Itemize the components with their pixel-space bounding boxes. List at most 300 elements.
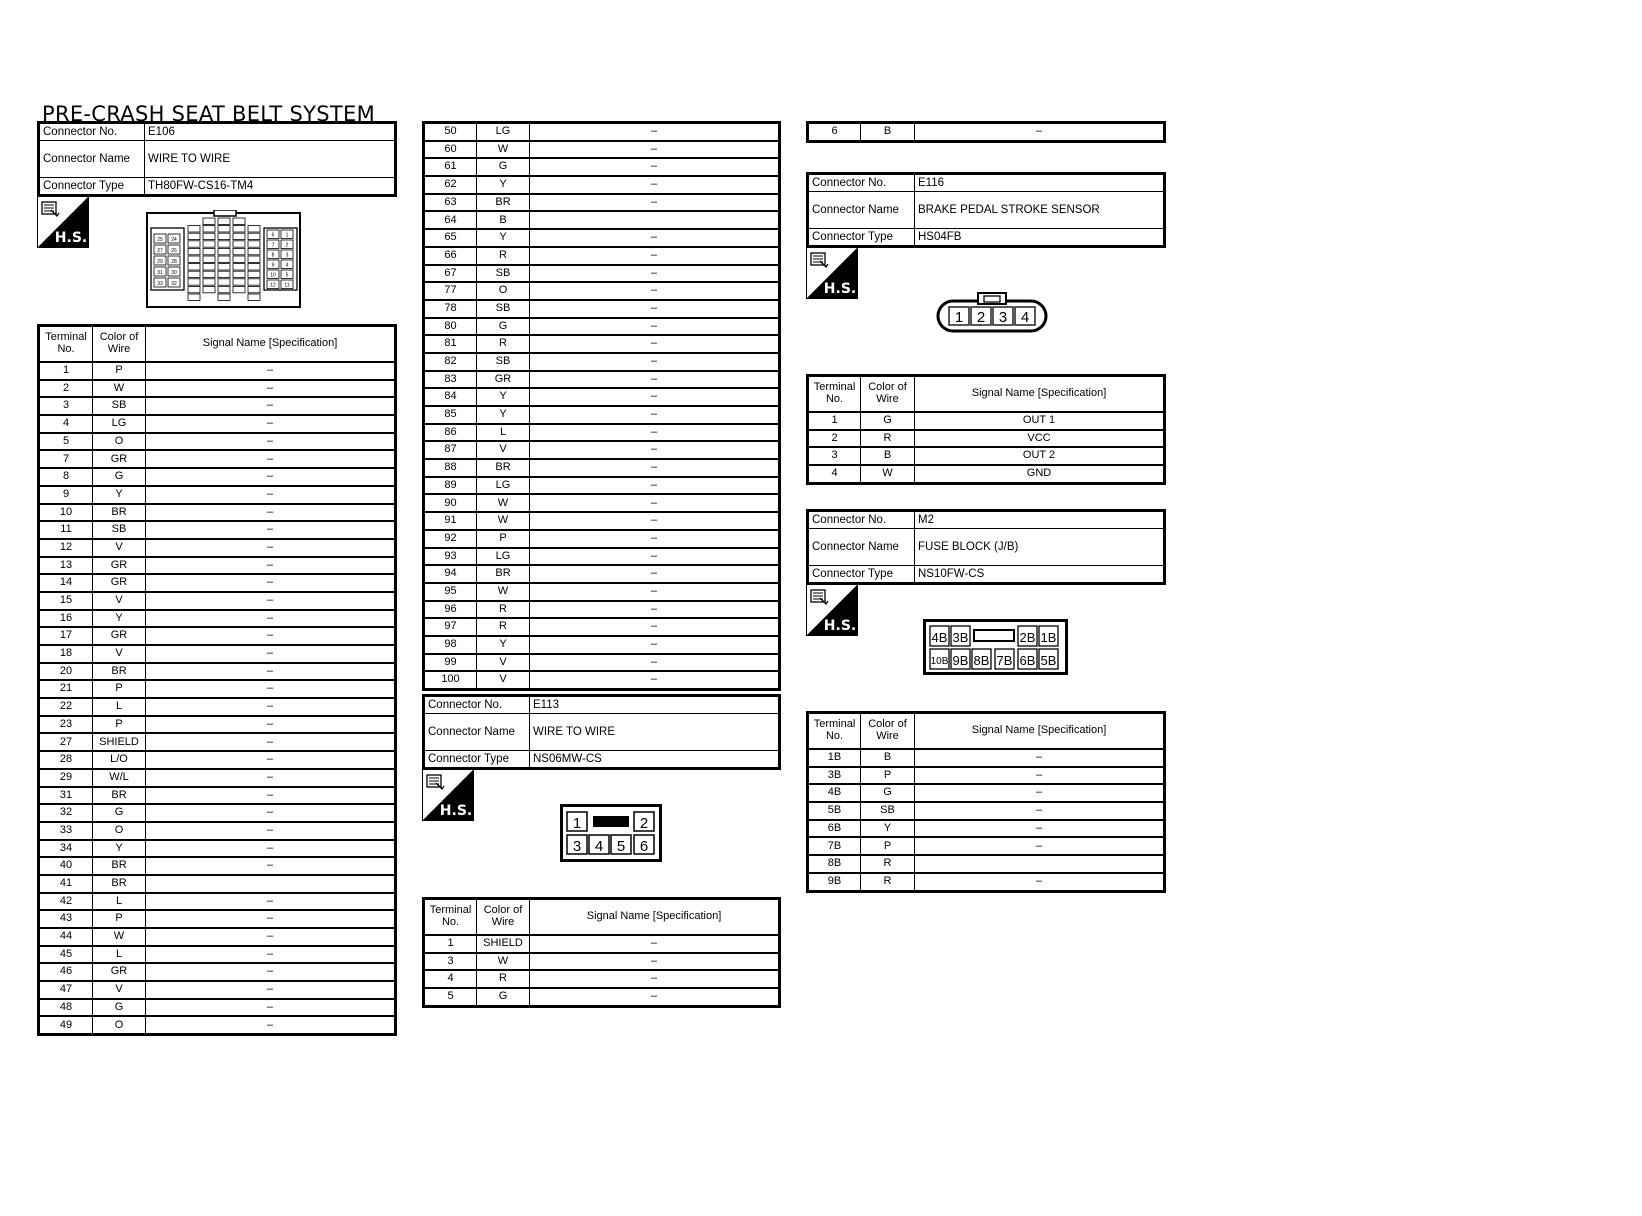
connector-no-value: M2 [915, 511, 1165, 529]
signal-name-cell: – [915, 820, 1165, 838]
wire-color-cell: P [93, 716, 146, 734]
signal-name-cell: – [530, 935, 780, 953]
connector-type-value: NS10FW-CS [915, 566, 1165, 584]
terminal-no-cell: 31 [39, 787, 93, 805]
terminal-no-cell: 16 [39, 610, 93, 628]
terminal-no-cell: 4 [39, 415, 93, 433]
wire-color-cell: V [93, 981, 146, 999]
connector-e113-terminal-table [422, 897, 781, 1008]
terminal-no-cell: 8 [39, 468, 93, 486]
cavity-label: 33 [157, 281, 163, 287]
table-row [808, 855, 1165, 873]
wire-color-cell: GR [93, 450, 146, 468]
label-connector-type: Connector Type [808, 229, 915, 247]
cavity-label: 32 [171, 281, 177, 287]
signal-name-cell: – [146, 981, 396, 999]
wire-color-cell: SB [477, 300, 530, 318]
table-row [424, 247, 780, 265]
signal-name-cell: – [530, 318, 780, 336]
wire-color-cell: G [93, 804, 146, 822]
signal-name-cell: – [530, 176, 780, 194]
signal-name-cell: – [530, 530, 780, 548]
wire-color-cell: SB [477, 353, 530, 371]
wire-color-cell: LG [477, 123, 530, 141]
table-row [808, 784, 1165, 802]
signal-name-cell: – [915, 784, 1165, 802]
header-signal-name: Signal Name [Specification] [915, 713, 1165, 750]
header-terminal-no: Terminal No. [808, 713, 861, 750]
connector-m2-info [806, 509, 1166, 585]
terminal-no-cell: 27 [39, 733, 93, 751]
terminal-no-cell: 2 [39, 380, 93, 398]
wire-color-cell: Y [477, 636, 530, 654]
signal-name-cell: – [146, 910, 396, 928]
table-row [424, 935, 780, 953]
wire-color-cell: L [93, 893, 146, 911]
signal-name-cell: – [146, 769, 396, 787]
pin-label: 5 [616, 838, 626, 855]
wire-color-cell: SB [93, 397, 146, 415]
signal-name-cell: – [530, 300, 780, 318]
table-row [39, 981, 396, 999]
table-row [424, 158, 780, 176]
terminal-no-cell: 63 [424, 194, 477, 212]
cavity-label: 28 [171, 259, 177, 265]
label-connector-no: Connector No. [424, 696, 530, 714]
wire-color-cell: Y [93, 486, 146, 504]
table-row [39, 910, 396, 928]
terminal-no-cell: 46 [39, 963, 93, 981]
table-row [39, 857, 396, 875]
label-connector-name: Connector Name [39, 141, 145, 178]
terminal-no-cell: 6B [808, 820, 861, 838]
signal-name-cell: – [530, 512, 780, 530]
terminal-no-cell: 3 [39, 397, 93, 415]
wire-color-cell: L/O [93, 751, 146, 769]
pin-label: 2 [639, 815, 649, 832]
terminal-no-cell: 85 [424, 406, 477, 424]
signal-name-cell: – [530, 247, 780, 265]
wire-color-cell: R [861, 873, 915, 891]
label-connector-no: Connector No. [808, 174, 915, 192]
wire-color-cell: LG [477, 548, 530, 566]
signal-name-cell: – [530, 988, 780, 1006]
signal-name-cell: – [146, 433, 396, 451]
connector-name-value: WIRE TO WIRE [145, 141, 396, 178]
signal-name-cell: OUT 2 [915, 447, 1165, 465]
terminal-no-cell: 21 [39, 680, 93, 698]
cavity-label: 24 [171, 237, 177, 243]
table-row [808, 412, 1165, 430]
wire-color-cell: W [477, 953, 530, 971]
signal-name-cell: – [915, 837, 1165, 855]
table-row [424, 565, 780, 583]
label-connector-no: Connector No. [808, 511, 915, 529]
signal-name-cell: – [530, 548, 780, 566]
header-signal-name: Signal Name [Specification] [530, 899, 780, 936]
table-row [39, 486, 396, 504]
wire-color-cell: W [477, 512, 530, 530]
terminal-no-cell: 23 [39, 716, 93, 734]
pin-label: 4B [931, 630, 948, 645]
wire-color-cell: R [477, 601, 530, 619]
terminal-no-cell: 94 [424, 565, 477, 583]
signal-name-cell: – [146, 751, 396, 769]
table-row [424, 654, 780, 672]
table-row [39, 592, 396, 610]
wire-color-cell: V [93, 592, 146, 610]
signal-name-cell: – [146, 557, 396, 575]
table-row [424, 318, 780, 336]
cavity-label: 11 [284, 282, 290, 289]
signal-name-cell: – [146, 804, 396, 822]
signal-name-cell [915, 855, 1165, 873]
terminal-no-cell: 10 [39, 504, 93, 522]
signal-name-cell: – [915, 749, 1165, 767]
label-connector-type: Connector Type [808, 566, 915, 584]
terminal-no-cell: 47 [39, 981, 93, 999]
signal-name-cell: – [530, 282, 780, 300]
wire-color-cell: BR [93, 787, 146, 805]
signal-name-cell: – [530, 671, 780, 689]
wire-color-cell: L [93, 698, 146, 716]
wire-color-cell: G [477, 988, 530, 1006]
signal-name-cell: – [530, 953, 780, 971]
cavity-label: 1 [285, 232, 289, 239]
harness-side-icon [37, 196, 89, 248]
cavity-label: 10 [270, 272, 276, 279]
wire-color-cell: P [861, 837, 915, 855]
wire-color-cell: B [477, 211, 530, 229]
wire-color-cell: SHIELD [93, 733, 146, 751]
table-row [424, 953, 780, 971]
cavity-label: 3 [285, 252, 289, 259]
table-row [39, 716, 396, 734]
signal-name-cell: – [146, 822, 396, 840]
wire-color-cell: L [477, 424, 530, 442]
table-row [808, 820, 1165, 838]
signal-name-cell: – [146, 610, 396, 628]
signal-name-cell: – [530, 583, 780, 601]
terminal-no-cell: 87 [424, 441, 477, 459]
signal-name-cell: – [146, 893, 396, 911]
table-row [424, 424, 780, 442]
connector-no-value: E116 [915, 174, 1165, 192]
table-row [39, 539, 396, 557]
wire-color-cell: GR [93, 557, 146, 575]
signal-name-cell [146, 875, 396, 893]
signal-name-cell: – [530, 654, 780, 672]
table-row [39, 380, 396, 398]
connector-name-value: BRAKE PEDAL STROKE SENSOR [915, 192, 1165, 229]
cavity-label: 29 [157, 259, 163, 265]
pin-label: 1B [1040, 630, 1057, 645]
connector-e113-info [422, 694, 781, 770]
table-row [39, 840, 396, 858]
terminal-no-cell: 4 [808, 465, 861, 483]
connector-e106-face-diagram [146, 210, 302, 315]
wire-color-cell: V [477, 671, 530, 689]
pin-label: 10B [930, 656, 949, 667]
table-row [424, 618, 780, 636]
signal-name-cell: – [530, 388, 780, 406]
header-terminal-no: Terminal No. [39, 326, 93, 363]
connector-name-value: FUSE BLOCK (J/B) [915, 529, 1165, 566]
wire-color-cell: Y [93, 610, 146, 628]
wire-color-cell: G [477, 318, 530, 336]
table-row [39, 804, 396, 822]
terminal-no-cell: 18 [39, 645, 93, 663]
terminal-no-cell: 84 [424, 388, 477, 406]
harness-side-icon [806, 584, 858, 636]
terminal-no-cell: 80 [424, 318, 477, 336]
table-row [808, 465, 1165, 483]
table-row [808, 749, 1165, 767]
terminal-no-cell: 43 [39, 910, 93, 928]
table-row [424, 211, 780, 229]
table-row [424, 141, 780, 159]
connector-e113-face-diagram [560, 804, 662, 867]
header-color-of-wire: Color of Wire [861, 713, 915, 750]
terminal-no-cell: 5 [424, 988, 477, 1006]
wire-color-cell: SB [93, 521, 146, 539]
cavity-label: 2 [285, 242, 289, 249]
table-row [424, 229, 780, 247]
terminal-no-cell: 90 [424, 494, 477, 512]
terminal-no-cell: 8B [808, 855, 861, 873]
signal-name-cell: – [530, 477, 780, 495]
wire-color-cell: BR [477, 565, 530, 583]
wire-color-cell: Y [477, 176, 530, 194]
wire-color-cell: R [477, 970, 530, 988]
label-connector-name: Connector Name [424, 714, 530, 751]
signal-name-cell: – [530, 353, 780, 371]
wire-color-cell: BR [477, 459, 530, 477]
label-connector-type: Connector Type [39, 178, 145, 196]
pin-label: 3B [952, 630, 969, 645]
table-row [424, 335, 780, 353]
wire-color-cell: G [477, 158, 530, 176]
table-row [39, 450, 396, 468]
table-row [39, 751, 396, 769]
header-terminal-no: Terminal No. [424, 899, 477, 936]
terminal-no-cell: 82 [424, 353, 477, 371]
table-row [39, 946, 396, 964]
header-signal-name: Signal Name [Specification] [915, 376, 1165, 413]
terminal-no-cell: 4 [424, 970, 477, 988]
cavity-label: 9 [271, 262, 275, 269]
signal-name-cell: – [146, 504, 396, 522]
table-row [424, 988, 780, 1006]
signal-name-cell: – [146, 1016, 396, 1034]
table-row [424, 530, 780, 548]
wire-color-cell: P [93, 910, 146, 928]
wire-color-cell: R [477, 335, 530, 353]
table-row [39, 787, 396, 805]
wire-color-cell: G [93, 999, 146, 1017]
signal-name-cell: – [530, 459, 780, 477]
pin-label: 7B [996, 653, 1013, 668]
table-row [39, 999, 396, 1017]
table-row [424, 371, 780, 389]
wire-color-cell: V [93, 539, 146, 557]
hs-label: H.S. [823, 281, 857, 297]
terminal-no-cell: 28 [39, 751, 93, 769]
signal-name-cell: – [146, 592, 396, 610]
terminal-no-cell: 49 [39, 1016, 93, 1034]
signal-name-cell: – [530, 565, 780, 583]
pin-label: 3 [572, 838, 582, 855]
signal-name-cell [530, 211, 780, 229]
signal-name-cell: – [146, 999, 396, 1017]
table-row [39, 928, 396, 946]
connector-type-value: HS04FB [915, 229, 1165, 247]
table-row [39, 822, 396, 840]
terminal-no-cell: 22 [39, 698, 93, 716]
label-connector-name: Connector Name [808, 192, 915, 229]
wire-color-cell: W [477, 494, 530, 512]
wire-color-cell: W [477, 583, 530, 601]
table-row [424, 548, 780, 566]
signal-name-cell: – [530, 970, 780, 988]
terminal-no-cell: 44 [39, 928, 93, 946]
hs-label: H.S. [439, 803, 473, 819]
terminal-no-cell: 77 [424, 282, 477, 300]
terminal-no-cell: 1 [39, 362, 93, 380]
terminal-no-cell: 7 [39, 450, 93, 468]
table-row [39, 610, 396, 628]
hs-label: H.S. [823, 618, 857, 634]
connector-no-value: E106 [145, 123, 396, 141]
wire-color-cell: V [93, 645, 146, 663]
terminal-no-cell: 4B [808, 784, 861, 802]
header-terminal-no: Terminal No. [808, 376, 861, 413]
connector-e116-info [806, 172, 1166, 248]
pin-label: 1 [572, 815, 582, 832]
wire-color-cell: G [861, 784, 915, 802]
label-connector-type: Connector Type [424, 751, 530, 769]
table-row [424, 970, 780, 988]
table-row [424, 176, 780, 194]
terminal-no-cell: 62 [424, 176, 477, 194]
connector-name-value: WIRE TO WIRE [530, 714, 780, 751]
connector-e106-terminal-table [37, 324, 397, 1036]
terminal-no-cell: 5B [808, 802, 861, 820]
terminal-no-cell: 3 [808, 447, 861, 465]
terminal-no-cell: 7B [808, 837, 861, 855]
terminal-no-cell: 61 [424, 158, 477, 176]
wire-color-cell: O [477, 282, 530, 300]
wire-color-cell: G [93, 468, 146, 486]
wire-color-cell: B [861, 123, 915, 142]
wire-color-cell: Y [477, 406, 530, 424]
table-row [808, 447, 1165, 465]
signal-name-cell: – [146, 415, 396, 433]
signal-name-cell: – [915, 767, 1165, 785]
pin-label: 5B [1040, 653, 1057, 668]
signal-name-cell: OUT 1 [915, 412, 1165, 430]
connector-type-value: NS06MW-CS [530, 751, 780, 769]
terminal-no-cell: 9 [39, 486, 93, 504]
cavity-label: 8 [271, 252, 275, 259]
table-row [39, 733, 396, 751]
table-row [39, 468, 396, 486]
connector-e116-terminal-table [806, 374, 1166, 485]
signal-name-cell: – [530, 494, 780, 512]
signal-name-cell: – [146, 680, 396, 698]
terminal-no-cell: 17 [39, 627, 93, 645]
terminal-no-cell: 45 [39, 946, 93, 964]
table-row [424, 477, 780, 495]
terminal-no-cell: 42 [39, 893, 93, 911]
signal-name-cell: – [146, 450, 396, 468]
signal-name-cell: – [146, 733, 396, 751]
terminal-no-cell: 60 [424, 141, 477, 159]
wire-color-cell: R [477, 247, 530, 265]
wire-color-cell: G [861, 412, 915, 430]
wire-color-cell: Y [477, 229, 530, 247]
signal-name-cell: – [530, 424, 780, 442]
connector-e113-terminal-table-continued [806, 121, 1166, 143]
signal-name-cell: – [146, 857, 396, 875]
wire-color-cell: Y [861, 820, 915, 838]
wire-color-cell: GR [93, 574, 146, 592]
signal-name-cell: – [915, 123, 1165, 142]
table-row [424, 300, 780, 318]
table-row [39, 680, 396, 698]
signal-name-cell: – [915, 873, 1165, 891]
terminal-no-cell: 78 [424, 300, 477, 318]
terminal-no-cell: 93 [424, 548, 477, 566]
cavity-label: 7 [271, 242, 275, 249]
table-row [39, 557, 396, 575]
pin-label: 2 [976, 309, 986, 326]
wire-color-cell: R [861, 855, 915, 873]
table-row [39, 574, 396, 592]
table-row [808, 430, 1165, 448]
signal-name-cell: – [915, 802, 1165, 820]
wire-color-cell: LG [93, 415, 146, 433]
signal-name-cell: – [146, 663, 396, 681]
wire-color-cell: B [861, 447, 915, 465]
table-row [808, 123, 1165, 142]
wire-color-cell: B [861, 749, 915, 767]
signal-name-cell: – [146, 627, 396, 645]
signal-name-cell: – [530, 123, 780, 141]
terminal-no-cell: 91 [424, 512, 477, 530]
wire-color-cell: GR [93, 963, 146, 981]
wire-color-cell: W/L [93, 769, 146, 787]
cavity-label: 27 [157, 248, 163, 254]
connector-m2-face-diagram [923, 619, 1068, 680]
terminal-no-cell: 34 [39, 840, 93, 858]
table-row [39, 397, 396, 415]
harness-side-icon [806, 247, 858, 299]
table-row [424, 601, 780, 619]
terminal-no-cell: 12 [39, 539, 93, 557]
terminal-no-cell: 48 [39, 999, 93, 1017]
table-row [39, 415, 396, 433]
header-color-of-wire: Color of Wire [477, 899, 530, 936]
terminal-no-cell: 86 [424, 424, 477, 442]
table-row [424, 123, 780, 141]
signal-name-cell: – [146, 397, 396, 415]
wire-color-cell: Y [477, 388, 530, 406]
terminal-no-cell: 13 [39, 557, 93, 575]
table-row [424, 265, 780, 283]
terminal-no-cell: 97 [424, 618, 477, 636]
terminal-no-cell: 64 [424, 211, 477, 229]
